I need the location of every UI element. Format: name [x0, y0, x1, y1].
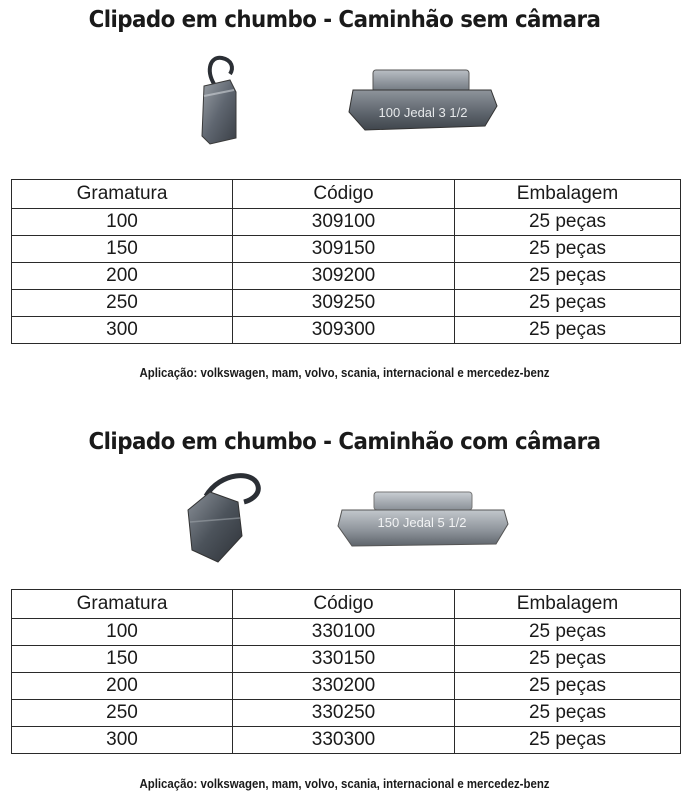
- weight-marking: 150 Jedal 5 1/2: [377, 515, 467, 530]
- cell-codigo: 330200: [233, 673, 455, 700]
- table-row: [12, 290, 681, 317]
- cell-gramatura: 200: [12, 673, 233, 700]
- section2-table: [11, 589, 681, 754]
- cell-gramatura: 300: [12, 317, 233, 344]
- cell-gramatura: 100: [12, 209, 233, 236]
- weight-marking: 100 Jedal 3 1/2: [378, 105, 468, 120]
- cell-embalagem: 25 peças: [455, 673, 681, 700]
- table-row: [12, 727, 681, 754]
- table-row: [12, 673, 681, 700]
- cell-embalagem: 25 peças: [455, 209, 681, 236]
- cell-gramatura: 250: [12, 290, 233, 317]
- cell-embalagem: 25 peças: [455, 619, 681, 646]
- cell-embalagem: 25 peças: [455, 236, 681, 263]
- table-row: [12, 317, 681, 344]
- wheel-weight-image: [336, 490, 510, 548]
- table-row: [12, 646, 681, 673]
- header-embalagem: Embalagem: [455, 180, 681, 209]
- cell-codigo: 309250: [233, 290, 455, 317]
- cell-embalagem: 25 peças: [455, 646, 681, 673]
- section1-table: [11, 179, 681, 344]
- table-row: [12, 209, 681, 236]
- section2-title: Clipado em chumbo - Caminhão com câmara: [88, 429, 601, 455]
- clip-weight-side-image: [192, 52, 248, 148]
- cell-embalagem: 25 peças: [455, 317, 681, 344]
- wheel-weight-image: [345, 68, 500, 134]
- table-row: [12, 619, 681, 646]
- header-embalagem: Embalagem: [455, 590, 681, 619]
- cell-codigo: 309200: [233, 263, 455, 290]
- table-header-row: [12, 180, 681, 209]
- cell-gramatura: 150: [12, 236, 233, 263]
- cell-codigo: 330300: [233, 727, 455, 754]
- cell-embalagem: 25 peças: [455, 290, 681, 317]
- cell-gramatura: 200: [12, 263, 233, 290]
- section1-application-note: Aplicação: volkswagen, mam, volvo, scania, internacional e mercedez-benz: [139, 365, 550, 380]
- cell-embalagem: 25 peças: [455, 263, 681, 290]
- cell-codigo: 330150: [233, 646, 455, 673]
- table-row: [12, 236, 681, 263]
- clip-weight-coated-image: [180, 470, 264, 566]
- header-codigo: Código: [233, 180, 455, 209]
- section1-title: Clipado em chumbo - Caminhão sem câmara: [88, 7, 601, 33]
- cell-codigo: 309300: [233, 317, 455, 344]
- cell-codigo: 330250: [233, 700, 455, 727]
- cell-embalagem: 25 peças: [455, 727, 681, 754]
- header-codigo: Código: [233, 590, 455, 619]
- cell-codigo: 309150: [233, 236, 455, 263]
- cell-embalagem: 25 peças: [455, 700, 681, 727]
- cell-gramatura: 250: [12, 700, 233, 727]
- cell-gramatura: 300: [12, 727, 233, 754]
- cell-gramatura: 150: [12, 646, 233, 673]
- table-row: [12, 263, 681, 290]
- cell-codigo: 330100: [233, 619, 455, 646]
- table-header-row: [12, 590, 681, 619]
- table-row: [12, 700, 681, 727]
- section2-application-note: Aplicação: volkswagen, mam, volvo, scania, internacional e mercedez-benz: [139, 776, 550, 791]
- cell-gramatura: 100: [12, 619, 233, 646]
- header-gramatura: Gramatura: [12, 590, 233, 619]
- cell-codigo: 309100: [233, 209, 455, 236]
- header-gramatura: Gramatura: [12, 180, 233, 209]
